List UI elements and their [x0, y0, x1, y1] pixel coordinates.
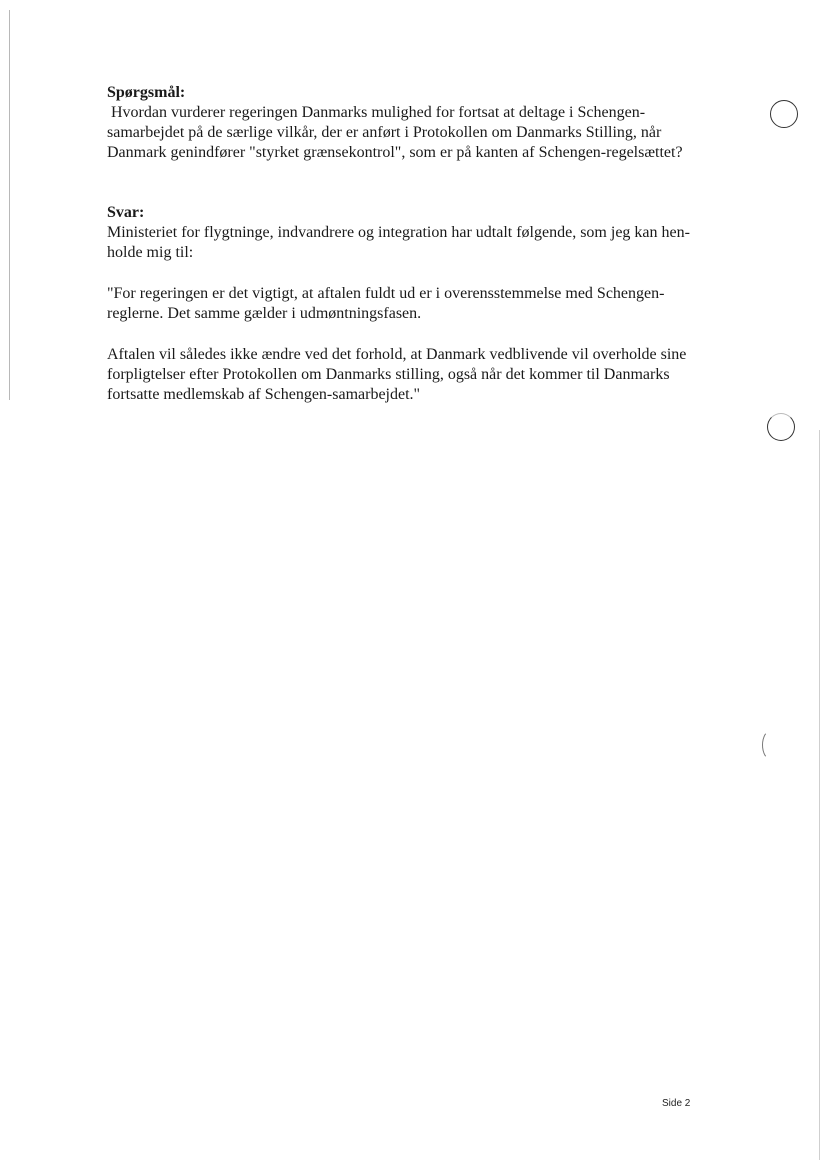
question-line: Hvordan vurderer regeringen Danmarks mulighed for fortsat at deltage i Schengen- — [107, 104, 646, 121]
scan-edge-right — [819, 430, 820, 1160]
quote-paragraph-2 — [107, 345, 707, 405]
quote-line: "For regeringen er det vigtigt, at aftalen fuldt ud er i overensstemmelse med Schengen- — [107, 285, 665, 302]
quote-line: Aftalen vil således ikke ændre ved det forhold, at Danmark vedblivende vil overholde sine — [107, 346, 687, 363]
question-line: Danmark genindfører "styrket grænsekontrol", som er på kanten af Schengen-regelsættet? — [107, 144, 683, 161]
answer-heading: Svar: — [107, 204, 145, 221]
punch-hole-top — [770, 100, 798, 128]
question-line: samarbejdet på de særlige vilkår, der er anført i Protokollen om Danmarks Stilling, når — [107, 124, 662, 141]
question-text — [107, 103, 707, 163]
quote-line: forpligtelser efter Protokollen om Danmarks stilling, også når det kommer til Danmarks — [107, 366, 670, 383]
document-body — [107, 83, 707, 405]
answer-intro-line: Ministeriet for flygtninge, indvandrere og integration har udtalt følgende, som jeg kan hen- — [107, 224, 690, 241]
punch-hole-lower — [762, 730, 780, 760]
quote-line: reglerne. Det samme gælder i udmøntningsfasen. — [107, 305, 422, 322]
answer-intro-line: holde mig til: — [107, 244, 194, 261]
quote-paragraph-1 — [107, 284, 707, 324]
page-number: Side 2 — [662, 1098, 691, 1109]
answer-intro — [107, 223, 707, 263]
answer-section — [107, 203, 707, 405]
punch-hole-middle — [767, 413, 795, 441]
question-section — [107, 83, 707, 163]
question-heading: Spørgsmål: — [107, 84, 186, 101]
scan-edge-left — [9, 10, 10, 400]
quote-line: fortsatte medlemskab af Schengen-samarbejdet." — [107, 386, 421, 403]
